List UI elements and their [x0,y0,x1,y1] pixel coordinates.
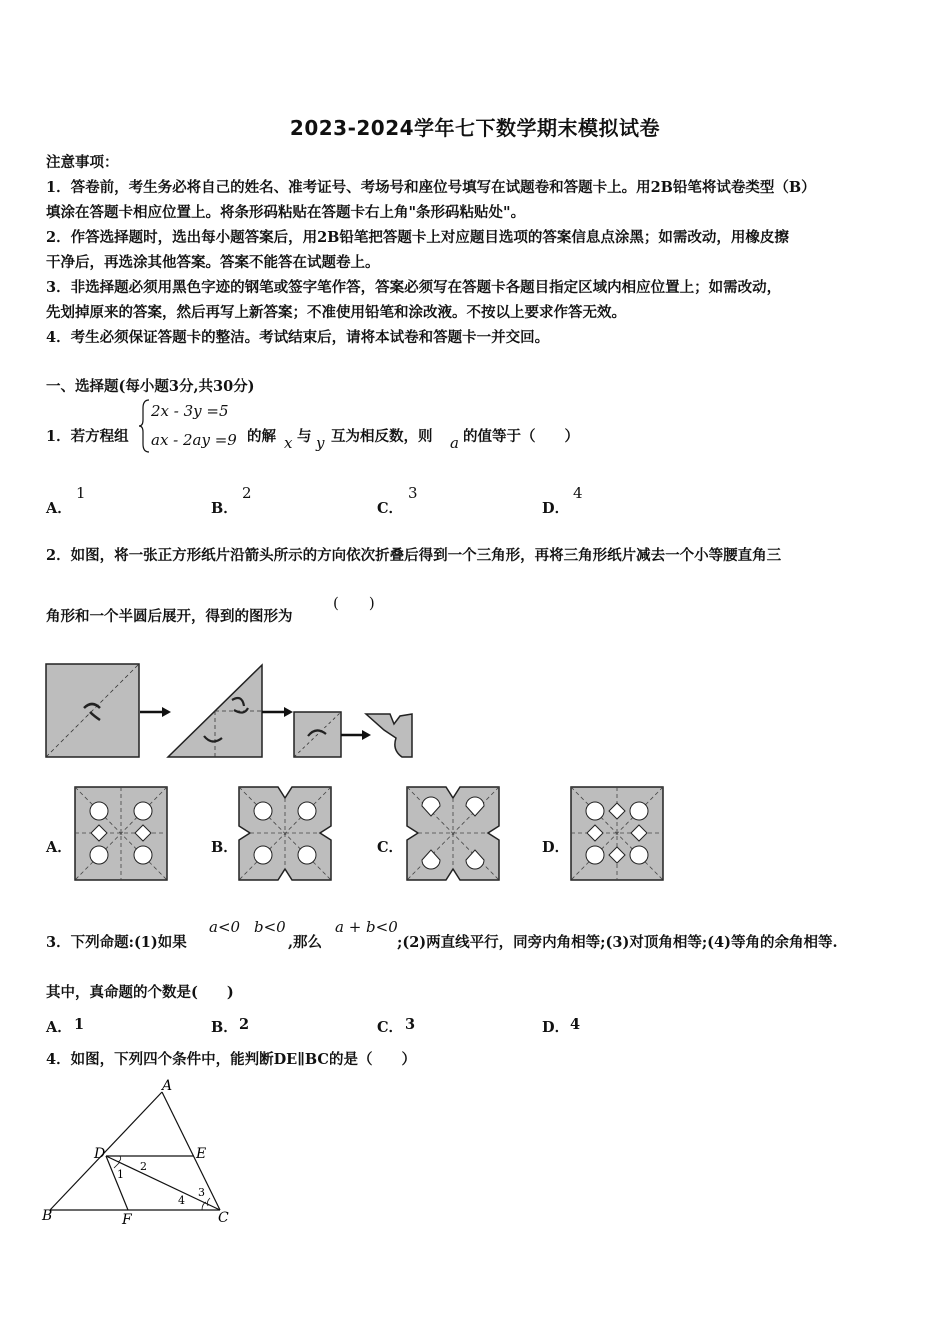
notice-line: 填涂在答题卡相应位置上。将条形码粘贴在答题卡右上角"条形码粘贴处"。 [46,204,526,221]
q1-var-a: a [450,434,459,452]
q3-text: ;(2)两直线平行，同旁内角相等;(3)对顶角相等;(4)等角的余角相等. [397,934,838,951]
q1-text: 互为相反数，则 [331,428,433,445]
notice-line: 4．考生必须保证答题卡的整洁。考试结束后，请将本试卷和答题卡一并交回。 [46,329,550,346]
notice-line: 2．作答选择题时，选出每小题答案后，用2B铅笔把答题卡上对应题目选项的答案信息点涂黑；如需改动，用橡皮擦 [46,229,789,246]
q3-option-value: 2 [239,1016,250,1033]
point-label-e: E [196,1146,207,1162]
square-paper [46,664,139,757]
folding-figure [44,660,416,762]
q1-eq1: 2x - 3y =5 [151,402,229,420]
cut-shape [366,714,412,757]
q3-option-label[interactable]: B． [211,1019,238,1036]
angle-label-3: 3 [198,1186,205,1199]
q3-conclusion: a + b<0 [335,918,398,936]
arrow-icon [262,707,293,717]
option-a-figure[interactable] [74,786,168,882]
point-label-d: D [94,1146,106,1162]
small-square-paper [294,712,341,757]
q3-cond2: b<0 [254,918,286,936]
q3-option-value: 4 [570,1016,581,1033]
q1-prefix: 1．若方程组 [46,428,129,445]
q3-cond1: a<0 [209,918,241,936]
point-label-c: C [218,1210,229,1226]
notice-line: 1．答卷前，考生务必将自己的姓名、准考证号、考场号和座位号填写在试题卷和答题卡上。用2B铅笔将试卷类型（B） [46,179,816,196]
q1-option-label[interactable]: A． [46,500,72,517]
point-label-f: F [122,1212,132,1228]
q2-option-label[interactable]: D． [542,839,570,856]
triangle-paper [168,665,262,757]
brace-icon [139,398,151,454]
option-d-figure[interactable] [570,786,664,882]
q3-option-value: 1 [74,1016,85,1033]
notice-line: 3．非选择题必须用黑色字迹的钢笔或签字笔作答，答案必须写在答题卡各题目指定区域内相应位置上；如需改动， [46,279,782,296]
angle-label-4: 4 [178,1194,185,1207]
angle-label-1: 1 [117,1168,124,1181]
q3-prefix: 3．下列命题:(1)如果 [46,934,187,951]
q1-text: 的解 [247,428,276,445]
notice-line: 先划掉原来的答案，然后再写上新答案；不准使用铅笔和涂改液。不按以上要求作答无效。 [46,304,626,321]
option-c-figure[interactable] [406,786,500,882]
q1-option-value: 2 [242,484,252,502]
q2-option-label[interactable]: A． [46,839,72,856]
q3-option-label[interactable]: A． [46,1019,72,1036]
q4-text: 4．如图，下列四个条件中，能判断DE∥BC的是（ ） [46,1051,416,1068]
q2-option-label[interactable]: B． [211,839,238,856]
arrow-icon [341,730,371,740]
q2-line1: 2．如图，将一张正方形纸片沿箭头所示的方向依次折叠后得到一个三角形，再将三角形纸片减去一个小等腰直角三 [46,547,782,564]
q1-option-value: 1 [76,484,86,502]
q3-option-value: 3 [405,1016,416,1033]
q2-option-label[interactable]: C． [377,839,404,856]
triangle-diagram [40,1078,240,1228]
q1-var-y: y [316,434,325,452]
q1-option-label[interactable]: C． [377,500,404,517]
q1-option-label[interactable]: B． [211,500,238,517]
point-label-a: A [162,1078,173,1094]
q1-eq2: ax - 2ay =9 [151,431,237,449]
q3-option-label[interactable]: C． [377,1019,404,1036]
q2-bracket: ( ) [333,594,375,612]
q3-text: ,那么 [288,934,323,951]
page-title: 2023-2024学年七下数学期末模拟试卷 [289,116,661,140]
notice-line: 干净后，再选涂其他答案。答案不能答在试题卷上。 [46,254,380,271]
q1-text: 的值等于（ ） [463,428,579,445]
q1-text: 与 [297,428,312,445]
angle-label-2: 2 [140,1160,147,1173]
point-label-b: B [42,1208,53,1224]
arrow-icon [140,707,171,717]
q1-option-value: 4 [573,484,583,502]
q2-line2: 角形和一个半圆后展开，得到的图形为 [46,608,293,625]
q1-var-x: x [284,434,293,452]
q1-option-label[interactable]: D． [542,500,570,517]
q3-line2: 其中，真命题的个数是( ) [46,984,234,1001]
option-b-figure[interactable] [238,786,332,882]
q1-option-value: 3 [408,484,418,502]
notice-heading: 注意事项： [46,154,119,171]
q3-option-label[interactable]: D． [542,1019,570,1036]
section-heading: 一、选择题(每小题3分,共30分) [46,378,255,395]
